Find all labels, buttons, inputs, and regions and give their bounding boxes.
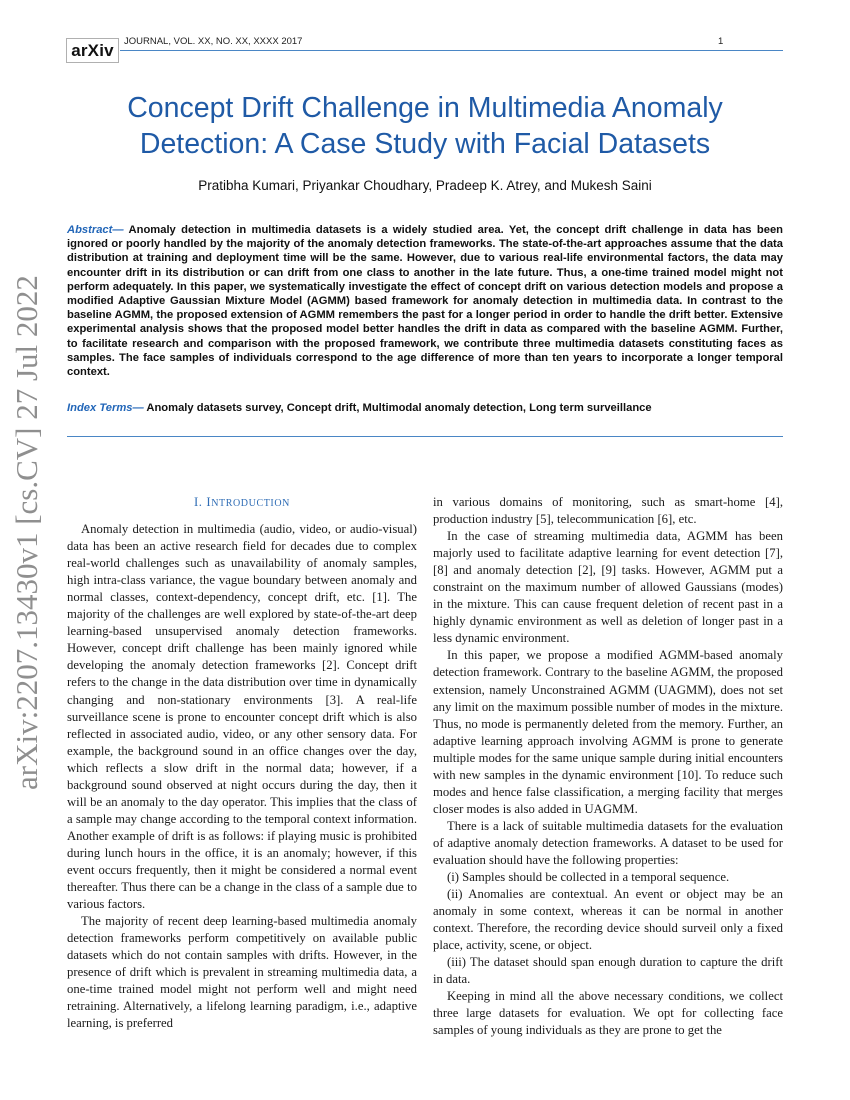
list-item: (iii) The dataset should span enough duration to capture the drift in data. [433, 955, 783, 987]
right-column [433, 494, 783, 1040]
arxiv-side-stamp-text: arXiv:2207.13430v1 [cs.CV] 27 Jul 2022 [9, 275, 44, 790]
section-title-rest: NTRODUCTION [211, 498, 291, 509]
paper-title: Concept Drift Challenge in Multimedia Anomaly Detection: A Case Study with Facial Datasets [127, 92, 723, 160]
section-number: I. [193, 495, 207, 509]
abstract-label: Abstract— [67, 224, 124, 236]
arxiv-logo: arXiv [66, 38, 119, 63]
section-heading-introduction [67, 494, 417, 512]
paragraph: In the case of streaming multimedia data, AGMM has been majorly used to facilitate adaptive learning for event detection [7], [8] and anomaly detection [2], [9] tasks. However, AGMM put a constraint on the maximum number of allowed Gaussians (modes) in the mixture. This can cause frequent deletion of recent past in a highly dynamic environment as well as deletion of longer past in a less dynamic environment. [433, 529, 783, 646]
left-column [67, 494, 417, 1032]
paragraph: There is a lack of suitable multimedia datasets for the evaluation of adaptive anomaly detection frameworks. A dataset to be used for evaluation should have the following properties: [433, 818, 783, 867]
index-terms [67, 401, 783, 415]
paragraph: in various domains of monitoring, such as smart-home [4], production industry [5], telecommunication [6], etc. [433, 495, 783, 527]
header-divider [120, 50, 783, 51]
abstract-text: Anomaly detection in multimedia datasets is a widely studied area. Yet, the concept drift challenge in data has been ignored or poorly handled by the majority of the anomaly detection frameworks. The state-of-the-art approaches assume that the data distribution at training and deployment time will be the same. However, due to various real-life environmental factors, the data may encounter drift in its distribution or can drift from one class to another in the late future. Thus, a one-time trained model might not perform adequately. In this paper, we systematically investigate the effect of concept drift on various detection models and propose a modified Adaptive Gaussian Mixture Model (AGMM) based framework for anomaly detection in multimedia data. In contrast to the baseline AGMM, the proposed extension of AGMM remembers the past for a longer period in order to handle the drift better. Extensive experimental analysis shows that the proposed model better handles the drift in data as compared with the baseline AGMM. Further, to facilitate research and comparison with the proposed framework, we contribute three multimedia datasets constituting faces as samples. The face samples of individuals correspond to the age difference of more than ten years to incorporate a longer temporal context. [67, 224, 783, 379]
page-number: 1 [718, 36, 724, 47]
index-terms-label: Index Terms— [67, 402, 144, 414]
section-first-letter: I [206, 495, 212, 509]
author-list: Pratibha Kumari, Priyankar Choudhary, Pradeep K. Atrey, and Mukesh Saini [198, 178, 652, 193]
paragraph: The majority of recent deep learning-based multimedia anomaly detection frameworks perform competitively on available public datasets which do not contain samples with drifts. However, in the presence of drift which is prevalent in streaming multimedia data, a one-time trained model might not perform well and might need retraining. Alternatively, a lifelong learning paradigm, i.e., adaptive learning, is preferred [67, 914, 417, 1031]
paragraph: In this paper, we propose a modified AGMM-based anomaly detection framework. Contrary to the baseline AGMM, the proposed extension, namely Unconstrained AGMM (UAGMM), does not set any limit on the maximum possible number of modes in the mixture. Thus, no mode is permanently deleted from the memory. Further, an adaptive learning approach involving AGMM is prone to generate multiple modes for the same unique sample during initial encounters with new samples in the dynamic environment [10]. To reduce such modes and hence false classification, a merging facility that merges closer modes is also added in UAGMM. [433, 648, 783, 816]
arxiv-side-stamp [6, 275, 48, 790]
abstract [67, 223, 783, 379]
abstract-divider [67, 436, 783, 437]
paragraph: Anomaly detection in multimedia (audio, video, or audio-visual) data has been an active research field for decades due to complex real-world challenges such as unavailability of anomaly samples, high intra-class variance, the vague boundary between anomaly and normal classes, context-dependency, concept drift, etc. [1]. The majority of the challenges are well explored by state-of-the-art deep learning-based unsupervised anomaly detection frameworks. However, concept drift challenge has been mainly ignored while developing the anomaly detection frameworks [2]. Concept drift refers to the change in the data distribution over time in dynamically changing and non-stationary environments [3]. A real-life surveillance scene is prone to encounter concept drift which is also reflected in associated audio, video, or any other sensory data. For example, the background sound in an office changes over the day, which reflects a slow drift in the normal data; however, if a background sound observed at night occurs during the day, then it will be an anomaly to the day operator. This implies that the class of a sample may change according to the temporal context information. Another example of drift is as follows: if playing music is prohibited during lunch hours in the office, it is an anomaly; however, if this event occurs frequently, then it might be considered a normal event thereafter. Thus there can be a change in the class of a sample due to various factors. [67, 522, 417, 912]
index-terms-text: Anomaly datasets survey, Concept drift, Multimodal anomaly detection, Long term surveillance [146, 402, 652, 414]
journal-header: JOURNAL, VOL. XX, NO. XX, XXXX 2017 [124, 36, 303, 47]
list-item: (i) Samples should be collected in a temporal sequence. [447, 870, 730, 885]
paragraph: Keeping in mind all the above necessary conditions, we collect three large datasets for evaluation. We opt for collecting face samples of young individuals as they are prone to get the [433, 989, 783, 1038]
list-item: (ii) Anomalies are contextual. An event or object may be an anomaly in some context, whereas it can be normal in another context. Therefore, the recording device should surveil only a fixed place, activity, scene, or object. [433, 887, 783, 953]
